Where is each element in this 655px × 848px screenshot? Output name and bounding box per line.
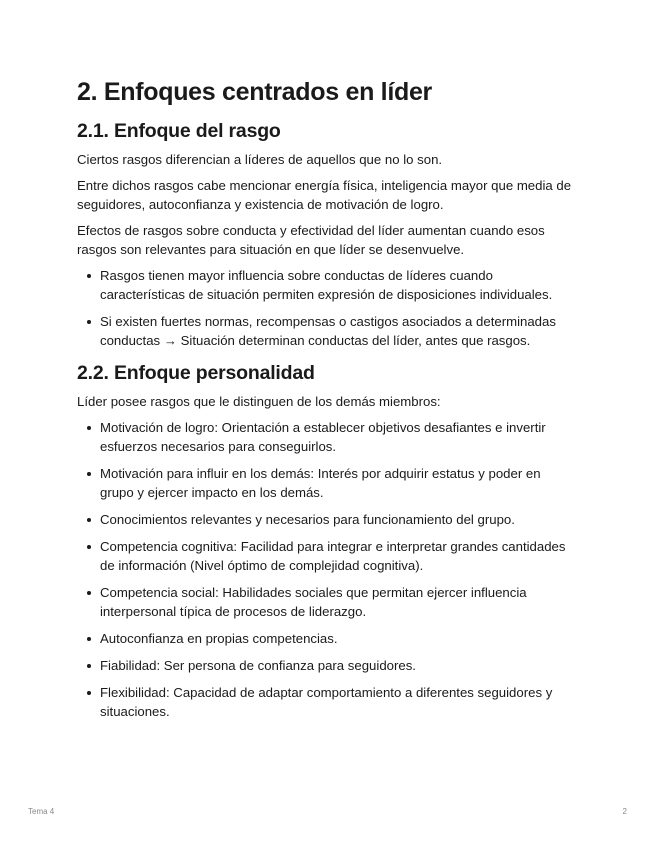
section-heading-rasgo: 2.1. Enfoque del rasgo bbox=[77, 120, 281, 142]
paragraph: Entre dichos rasgos cabe mencionar energía física, inteligencia mayor que media de seguidores, autoconfianza y existencia de motivación de logro. bbox=[77, 178, 572, 212]
list-item: Si existen fuertes normas, recompensas o castigos asociados a determinadas conductas → Situación determinan conductas del líder, antes que rasgos. bbox=[100, 312, 577, 350]
list-item: Competencia cognitiva: Facilidad para integrar e interpretar grandes cantidades de información (Nivel óptimo de complejidad cognitiva). bbox=[100, 537, 577, 575]
list-item: Motivación de logro: Orientación a establecer objetivos desafiantes e invertir esfuerzos necesarios para conseguirlos. bbox=[100, 418, 577, 456]
list-item: Rasgos tienen mayor influencia sobre conductas de líderes cuando características de situación permiten expresión de disposiciones individuales. bbox=[100, 266, 577, 304]
page-title: 2. Enfoques centrados en líder bbox=[77, 78, 432, 106]
page-content bbox=[77, 76, 577, 729]
list-item: Autoconfianza en propias competencias. bbox=[100, 629, 577, 648]
section-heading-personalidad: 2.2. Enfoque personalidad bbox=[77, 362, 315, 384]
bullet-list-personalidad bbox=[77, 418, 577, 721]
list-item: Competencia social: Habilidades sociales que permitan ejercer influencia interpersonal típica de procesos de liderazgo. bbox=[100, 583, 577, 621]
paragraph: Líder posee rasgos que le distinguen de los demás miembros: bbox=[77, 394, 441, 409]
paragraph: Efectos de rasgos sobre conducta y efectividad del líder aumentan cuando esos rasgos son relevantes para situación en que líder se desenvuelve. bbox=[77, 223, 545, 257]
paragraph: Ciertos rasgos diferencian a líderes de aquellos que no lo son. bbox=[77, 152, 443, 167]
list-item: Flexibilidad: Capacidad de adaptar comportamiento a diferentes seguidores y situaciones. bbox=[100, 683, 577, 721]
list-item: Conocimientos relevantes y necesarios para funcionamiento del grupo. bbox=[100, 510, 577, 529]
footer-chapter-label: Tema 4 bbox=[28, 807, 55, 816]
list-item: Fiabilidad: Ser persona de confianza para seguidores. bbox=[100, 656, 577, 675]
list-item: Motivación para influir en los demás: Interés por adquirir estatus y poder en grupo y ejercer impacto en los demás. bbox=[100, 464, 577, 502]
footer-page-number: 2 bbox=[622, 807, 627, 816]
bullet-list-rasgo bbox=[77, 266, 577, 350]
